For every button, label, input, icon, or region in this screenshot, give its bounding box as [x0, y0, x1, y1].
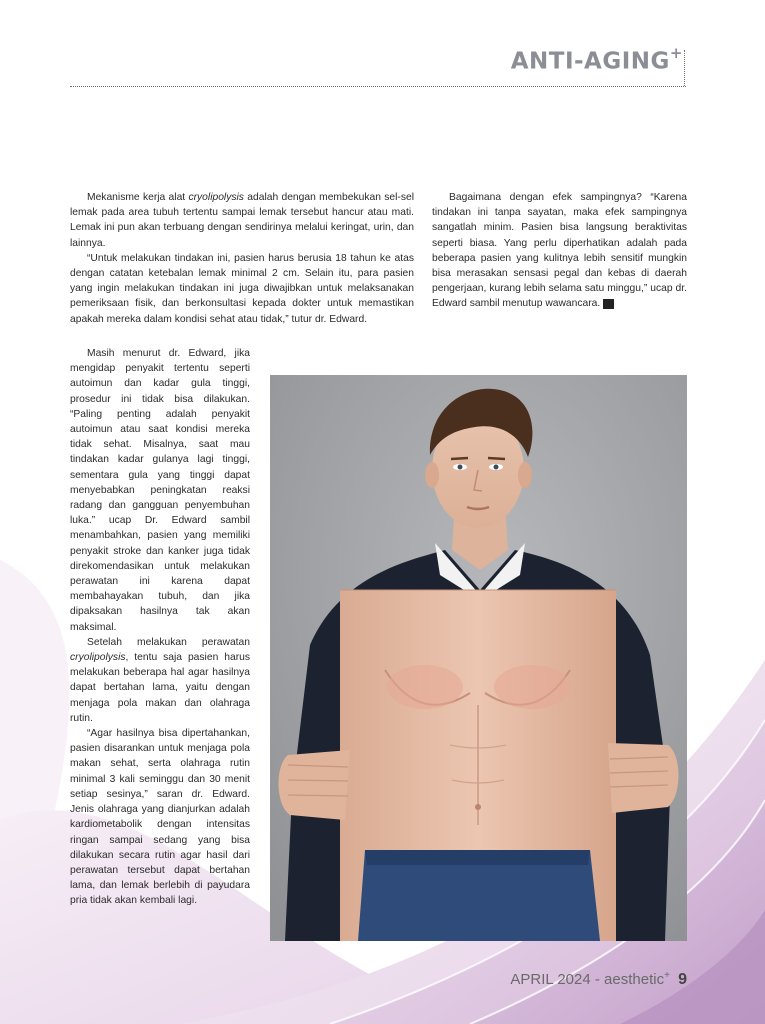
article-end-mark-icon: a+ [603, 299, 614, 309]
article-narrow-column [70, 346, 250, 909]
article-paragraph: Masih menurut dr. Edward, jika mengidap penyakit tertentu seperti autoimun dan kadar gula tinggi, prosedur ini tidak bisa dilakukan. “Paling penting adalah penyakit autoimun atau saat kondisi mereka tidak sehat. Misalnya, saat mau tindakan kadar gulanya lagi tinggi, sementara gula yang tinggi dapat menyebabkan peningkatan reaksi radang dan gangguan penyembuhan luka.” ucap Dr. Edward sambil menambahkan, pasien yang memiliki penyakit stroke dan kanker juga tidak direkomendasikan untuk melakukan perawatan ini karena dapat membahayakan tubuh, dan jika dipaksakan hasilnya tak akan maksimal. [70, 348, 250, 633]
article-photo [270, 375, 687, 941]
article-right-column [432, 190, 687, 312]
footer-plus-mark: + [664, 970, 670, 981]
page-number: 9 [678, 971, 687, 988]
man-holding-torso-photo-illustration [270, 375, 687, 941]
article-paragraph: Setelah melakukan perawatan cryolipolysis, tentu saja pasien harus melakukan beberapa hal agar hasilnya dapat bertahan lama, yaitu dengan menjaga pola makan dan olahraga rutin. [70, 636, 250, 724]
section-plus-mark: + [669, 44, 683, 62]
section-title [511, 46, 683, 75]
page-footer [510, 970, 687, 989]
article-paragraph: “Agar hasilnya bisa dipertahankan, pasien disarankan untuk menjaga pola makan sehat, serta olahraga rutin minimal 3 kali seminggu dan 30 menit setiap sesinya,” saran dr. Edward. Jenis olahraga yang dianjurkan adalah kardiometabolik dengan intensitas ringan sampai sedang yang bisa dilakukan secara rutin agar hasil dari perawatan tersebut dapat bertahan lama, dan lemak berlebih di payudara pria tidak akan kembali lagi. [70, 728, 250, 907]
header-dotted-rule [70, 86, 686, 87]
article-paragraph: Bagaimana dengan efek sampingnya? “Karena tindakan ini tanpa sayatan, maka efek sampingnya sangatlah minim. Pasien bisa langsung beraktivitas seperti biasa. Yang perlu diperhatikan adalah pada beberapa pasien yang kulitnya lebih sensitif mungkin bisa merasakan sensasi pegal dan kebas di daerah pengerjaan, kurang lebih selama satu minggu,” ucap dr. Edward sambil menutup wawancara. a+ [432, 192, 687, 310]
article-paragraph: Mekanisme kerja alat cryolipolysis adalah dengan membekukan sel-sel lemak pada area tubuh tertentu sampai lemak tersebut hancur atau mati. Lemak ini pun akan terbuang dengan sendirinya melalui keringat, urin, dan lainnya. [70, 192, 414, 249]
issue-label: APRIL 2024 - aesthetic [510, 971, 665, 988]
article-paragraph: “Untuk melakukan tindakan ini, pasien harus berusia 18 tahun ke atas dengan catatan ketebalan lemak minimal 2 cm. Selain itu, para pasien yang ingin melakukan tindakan ini juga diwajibkan untuk melaksanakan pemeriksaan fisik, dan berkonsultasi kepada dokter untuk memastikan apakah mereka dalam kondisi sehat atau tidak,” tutur dr. Edward. [70, 252, 414, 325]
header-vertical-divider [684, 50, 685, 86]
section-title-text: ANTI-AGING [510, 48, 670, 75]
article-left-column-top [70, 190, 414, 327]
